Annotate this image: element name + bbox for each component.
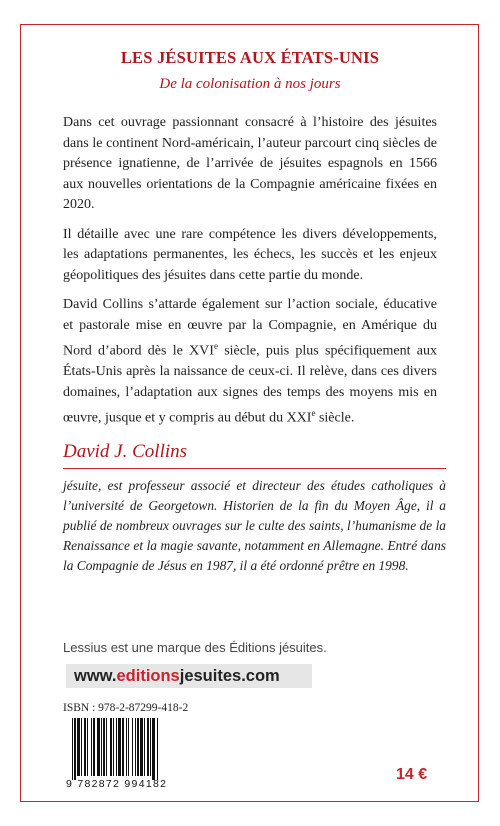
barcode-bar [93,718,95,776]
publisher-note: Lessius est une marque des Éditions jésuites. [63,640,327,655]
book-title: LES JÉSUITES AUX ÉTATS-UNIS [120,48,380,67]
barcode-bar [77,718,80,776]
summary-paragraph-1: Dans cet ouvrage passionnant consacré à l’histoire des jésuites dans le continent Nord-américain, l’auteur parcourt cinq siècles de présence ignatienne, de l’arrivée de jésuites espagnols en 1566 aux nouvelles orientations de la Compagnie américaine fixées en 2020. [63,115,437,212]
barcode-bar [135,718,136,776]
barcode-bar [101,718,102,776]
price: 14 € [396,766,428,783]
website-prefix: www. [74,667,117,685]
barcode-bar [157,718,158,780]
barcode-bar [87,718,88,776]
barcode-bar [137,718,139,776]
barcode-bar [91,718,92,776]
barcode-bar [74,718,76,780]
barcode-bar [132,718,133,776]
summary-paragraph-3-part-1: David Collins s’attarde également sur l’action sociale, éducative et pastorale mise en œuvre par la Compagnie, en Amérique du Nord d’abord dès le XVI [63,297,437,359]
barcode-bar [122,718,124,776]
barcode-digits: 9 782872 994182 [66,778,168,790]
barcode-bar [144,718,145,776]
barcode-bar [118,718,121,776]
website-brand: jesuites [179,667,242,685]
website-editions: editions [116,667,180,685]
century-superscript: e [311,408,316,419]
barcode-bar [84,718,86,776]
summary-paragraph-3-part-3: siècle. [315,410,355,426]
summary-paragraph-3 [63,295,437,429]
author-bio: jésuite, est professeur associé et directeur des études catholiques à l’université de Georgetown. Historien de la fin du Moyen Âge, il a publié de nombreux ouvrages sur le culte des saints, l’humanisme de la Renaissance et la magie savante, notamment en Allemagne. Entré dans la Compagnie de Jésus en 1987, il a été ordonné prêtre en 1998. [63,478,446,573]
summary [63,113,437,438]
website-suffix: .com [241,667,280,685]
author-name: David J. Collins [63,441,188,462]
barcode-bar [126,718,127,776]
barcode-bar [152,718,155,780]
barcode-bar [116,718,117,776]
barcode-bars [66,718,196,780]
barcode-bar [147,718,149,776]
summary-paragraph-3-part-2: siècle, puis plus spécifiquement aux États-Unis après la naissance de ceux-ci. Il relève, dans ces divers domaines, l’adaptation aux signes des temps des moyens mis en œuvre, jusque et y compris au début du XXI [63,343,437,426]
barcode-bar [106,718,107,776]
barcode-bar [72,718,73,780]
barcode-bar [128,718,129,776]
author-divider [63,468,446,469]
publisher-website[interactable] [66,664,312,688]
barcode-bar [113,718,114,776]
century-superscript: e [213,341,218,351]
barcode-bar [110,718,112,776]
barcode-bar [103,718,105,776]
isbn-label: ISBN : 978-2-87299-418-2 [63,702,189,714]
book-subtitle: De la colonisation à nos jours [159,76,341,92]
barcode [66,718,196,792]
barcode-bar [97,718,100,776]
barcode-bar [81,718,82,776]
barcode-bar [140,718,143,776]
barcode-bar [150,718,151,776]
summary-paragraph-2: Il détaille avec une rare compétence les divers développements, les adaptations permanentes, les échecs, les succès et les enjeux géopolitiques des jésuites dans cette partie du monde. [63,226,437,283]
